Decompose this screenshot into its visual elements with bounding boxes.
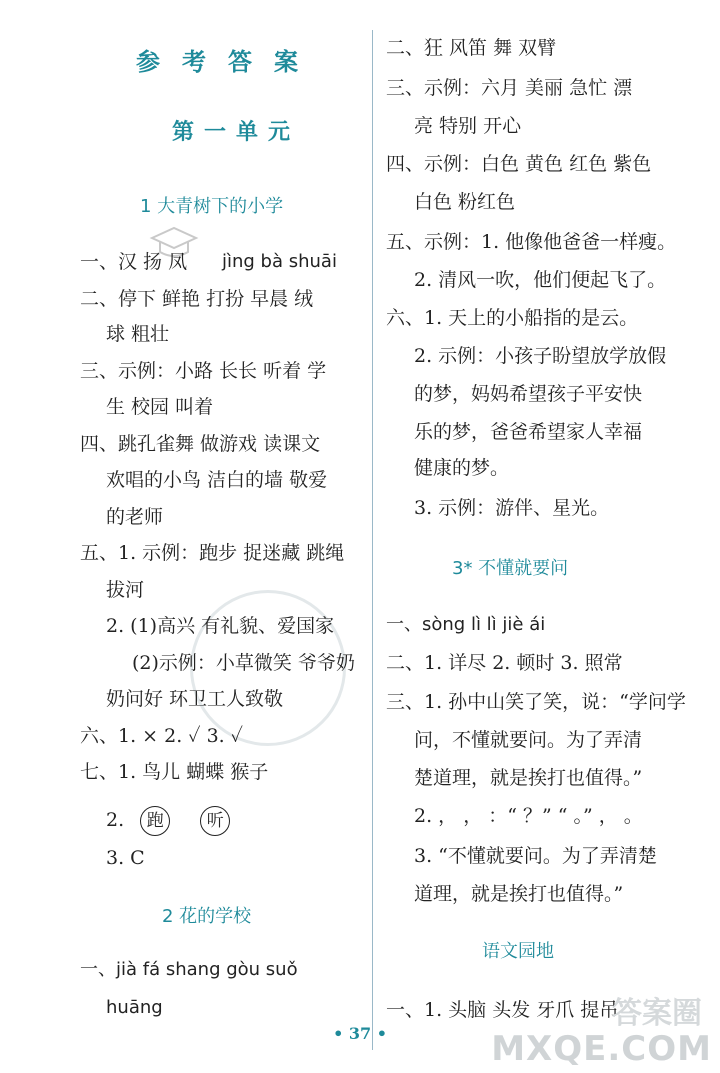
- left-answer-line: 3. C: [106, 847, 145, 869]
- watermark-logo: 答案圈: [612, 996, 702, 1031]
- watermark-text: MXQE.COM: [491, 1029, 712, 1069]
- right-answer-line: 问，不懂就要问。为了弄清: [414, 729, 643, 751]
- unit-title: 第一单元: [172, 119, 301, 145]
- right-answer-line: 2. 清风一吹，他们便起飞了。: [414, 269, 667, 291]
- right-answer-line: 亮 特别 开心: [414, 115, 522, 137]
- right-answer-line: 一、sòng lì lì jiè ái: [386, 614, 546, 635]
- left-answer-line: 五、1. 示例：跑步 捉迷藏 跳绳: [80, 542, 345, 564]
- left-answer-line: (2)示例：小草微笑 爷爷奶: [132, 652, 355, 674]
- left-answer-line: 奶问好 环卫工人致敬: [106, 688, 284, 710]
- right-answer-line: 白色 粉红色: [414, 191, 516, 213]
- right-answer-line: 2. ， ， ：“ ？” “ 。” ， 。: [414, 805, 643, 827]
- right-answer-line: 三、1. 孙中山笑了笑，说：“学问学: [386, 691, 686, 713]
- right-answer-line: 语文园地: [482, 941, 554, 962]
- circled-answer-prefix: 2.: [106, 809, 125, 831]
- circled-char-2: 听: [200, 806, 230, 836]
- left-answer-line: 六、1. × 2. ✓ 3. ✓: [80, 725, 244, 747]
- left-answer-line: 2. (1)高兴 有礼貌、爱国家: [106, 615, 335, 637]
- left-answer-line: 的老师: [106, 506, 164, 528]
- right-answer-line: 3. 示例：游伴、星光。: [414, 497, 610, 519]
- right-answer-line: 二、1. 详尽 2. 顿时 3. 照常: [386, 652, 623, 674]
- left-answer-line: 生 校园 叫着: [106, 396, 214, 418]
- right-answer-line: 三、示例：六月 美丽 急忙 漂: [386, 77, 633, 99]
- page-title: 参考答案: [136, 47, 320, 76]
- right-answer-line: 的梦，妈妈希望孩子平安快: [414, 383, 643, 405]
- circled-char-1: 跑: [140, 806, 170, 836]
- left-answer-line: 球 粗壮: [106, 323, 170, 345]
- column-divider: [372, 30, 373, 1050]
- right-answer-line: 楚道理，就是挨打也值得。”: [414, 767, 643, 789]
- right-answer-line: 五、示例：1. 他像他爸爸一样瘦。: [386, 231, 677, 253]
- right-answer-line: 健康的梦。: [414, 457, 510, 479]
- left-answer-line: 1 大青树下的小学: [140, 196, 284, 217]
- circled-answer-row: [106, 806, 230, 836]
- right-answer-line: 3* 不懂就要问: [452, 558, 569, 579]
- right-answer-line: 2. 示例：小孩子盼望放学放假: [414, 345, 667, 367]
- left-answer-line: 2 花的学校: [162, 906, 252, 927]
- right-answer-line: 乐的梦，爸爸希望家人幸福: [414, 421, 643, 443]
- right-answer-line: 3. “不懂就要问。为了弄清楚: [414, 845, 657, 867]
- left-answer-line: 四、跳孔雀舞 做游戏 读课文: [80, 433, 321, 455]
- left-answer-line: 一、jià fá shang gòu suǒ: [80, 959, 298, 980]
- left-answer-line: 一、汉 扬 凤: [80, 251, 188, 273]
- left-answer-line: huāng: [106, 997, 163, 1018]
- left-answer-line: 二、停下 鲜艳 打扮 早晨 绒: [80, 288, 314, 310]
- right-answer-line: 一、1. 头脑 头发 牙爪 提吊: [386, 999, 619, 1021]
- left-answer-line: 三、示例：小路 长长 听着 学: [80, 360, 327, 382]
- page-number: • 37 •: [333, 1024, 387, 1043]
- left-answer-line: 拔河: [106, 579, 145, 601]
- right-answer-line: 四、示例：白色 黄色 红色 紫色: [386, 153, 652, 175]
- right-answer-line: 道理，就是挨打也值得。”: [414, 883, 624, 905]
- left-answer-line: 七、1. 鸟儿 蝴蝶 猴子: [80, 761, 269, 783]
- right-answer-line: 二、狂 风笛 舞 双臂: [386, 37, 557, 59]
- left-answer-line: jìng bà shuāi: [222, 251, 337, 272]
- left-answer-line: 欢唱的小鸟 洁白的墙 敬爱: [106, 469, 328, 491]
- right-answer-line: 六、1. 天上的小船指的是云。: [386, 307, 639, 329]
